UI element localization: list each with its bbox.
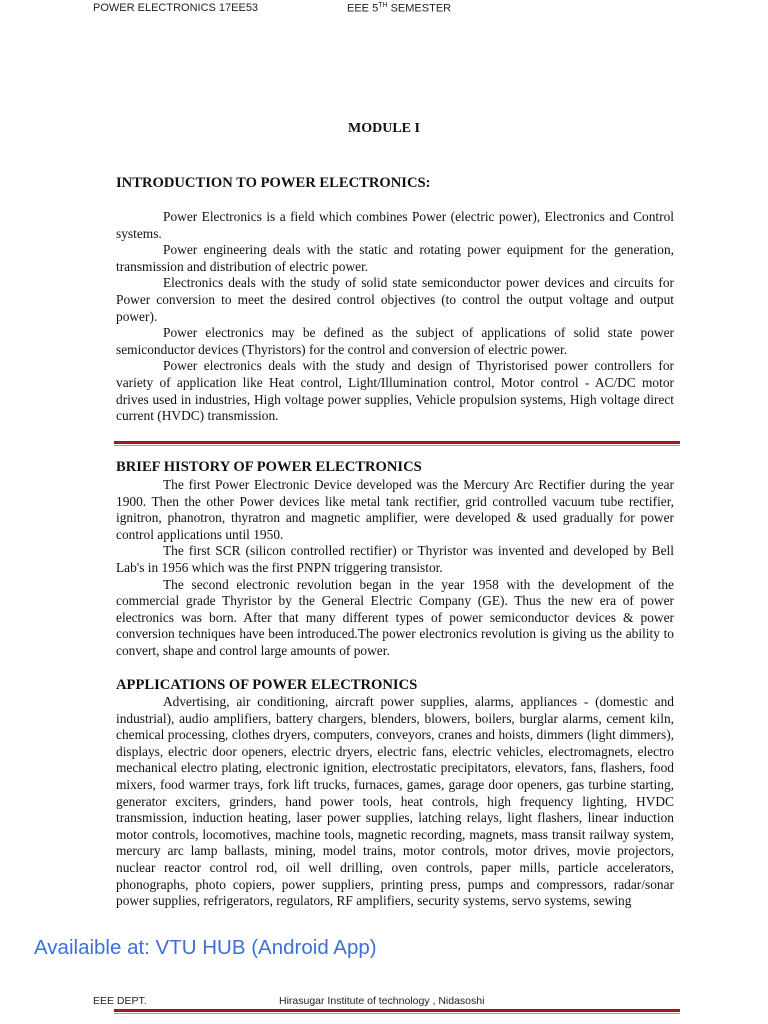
applications-heading: APPLICATIONS OF POWER ELECTRONICS xyxy=(116,677,418,693)
applications-body xyxy=(116,694,674,910)
header-semester xyxy=(347,2,451,15)
applications-paragraph: Advertising, air conditioning, aircraft power supplies, alarms, appliances - (domestic and industrial), audio amplifiers, battery chargers, blenders, blowers, boilers, burglar alarms, cement kiln, chemical processing, clothes dryers, computers, conveyors, cranes and hoists, dimmers (light dimmers), displays, electric door openers, electric dryers, electric fans, electric vehicles, electromagnets, electro mechanical electro plating, electronic ignition, electrostatic precipitators, elevators, fans, flashers, food mixers, food warmer trays, fork lift trucks, furnaces, games, garage door openers, gas turbine starting, generator exciters, grinders, hand power tools, heat controls, high frequency lighting, HVDC transmission, induction heating, laser power supplies, latching relays, light flashers, linear induction motor controls, locomotives, machine tools, magnetic recording, magnets, mass transit railway system, mercury arc lamp ballasts, mining, model trains, motor controls, motor drives, movie projectors, nuclear reactor control rod, oil well drilling, oven controls, paper mills, particle accelerators, phonographs, photo copiers, power suppliers, printing press, pumps and compressors, radar/sonar power supplies, refrigerators, regulators, RF amplifiers, security systems, servo systems, sewing xyxy=(116,694,674,909)
history-paragraph: The first Power Electronic Device developed was the Mercury Arc Rectifier during the year 1900. Then the other Power devices like metal tank rectifier, grid controlled vacuum tube rectifier, ignitron, phanotron, thyratron and magnetic amplifier, were developed & used gradually for power control applications until 1950. xyxy=(116,477,674,542)
history-paragraph: The second electronic revolution began in the year 1958 with the development of the commercial grade Thyristor by the General Electric Company (GE). Thus the new era of power electronics was born. After that many different types of power semiconductor devices & power conversion techniques have been introduced.The power electronics revolution is giving us the ability to convert, shape and control large amounts of power. xyxy=(116,576,674,658)
intro-body xyxy=(116,209,674,425)
watermark-text: Availaible at: VTU HUB (Android App) xyxy=(34,936,377,959)
header-course: POWER ELECTRONICS 17EE53 xyxy=(93,2,259,14)
history-body xyxy=(116,477,674,660)
intro-paragraph: Power electronics may be defined as the subject of applications of solid state power semiconductor devices (Thyristors) for the control and conversion of electric power. xyxy=(116,325,674,357)
footer-dept: EEE DEPT. xyxy=(93,995,147,1007)
semester-superscript: TH xyxy=(378,2,388,9)
module-title: MODULE I xyxy=(348,121,420,136)
intro-paragraph: Power Electronics is a field which combines Power (electric power), Electronics and Control systems. xyxy=(116,209,674,241)
semester-suffix: SEMESTER xyxy=(387,2,452,15)
semester-prefix: EEE 5 xyxy=(347,2,379,15)
history-heading: BRIEF HISTORY OF POWER ELECTRONICS xyxy=(116,459,422,475)
section-divider xyxy=(114,441,680,446)
intro-heading: INTRODUCTION TO POWER ELECTRONICS: xyxy=(116,175,431,191)
intro-paragraph: Power electronics deals with the study and design of Thyristorised power controllers for variety of application like Heat control, Light/Illumination control, Motor control - AC/DC motor drives used in industries, High voltage power supplies, Vehicle propulsion systems, High voltage direct current (HVDC) transmission. xyxy=(116,358,674,424)
intro-paragraph: Electronics deals with the study of solid state semiconductor power devices and circuits for Power conversion to meet the desired control objectives (to control the output voltage and output power). xyxy=(116,275,674,324)
footer-institute: Hirasugar Institute of technology , Nidasoshi xyxy=(279,995,485,1007)
intro-paragraph: Power engineering deals with the static and rotating power equipment for the generation, transmission and distribution of electric power. xyxy=(116,242,674,274)
footer-divider xyxy=(114,1009,680,1014)
history-paragraph: The first SCR (silicon controlled rectifier) or Thyristor was invented and developed by Bell Lab's in 1956 which was the first PNPN triggering transistor. xyxy=(116,543,674,575)
